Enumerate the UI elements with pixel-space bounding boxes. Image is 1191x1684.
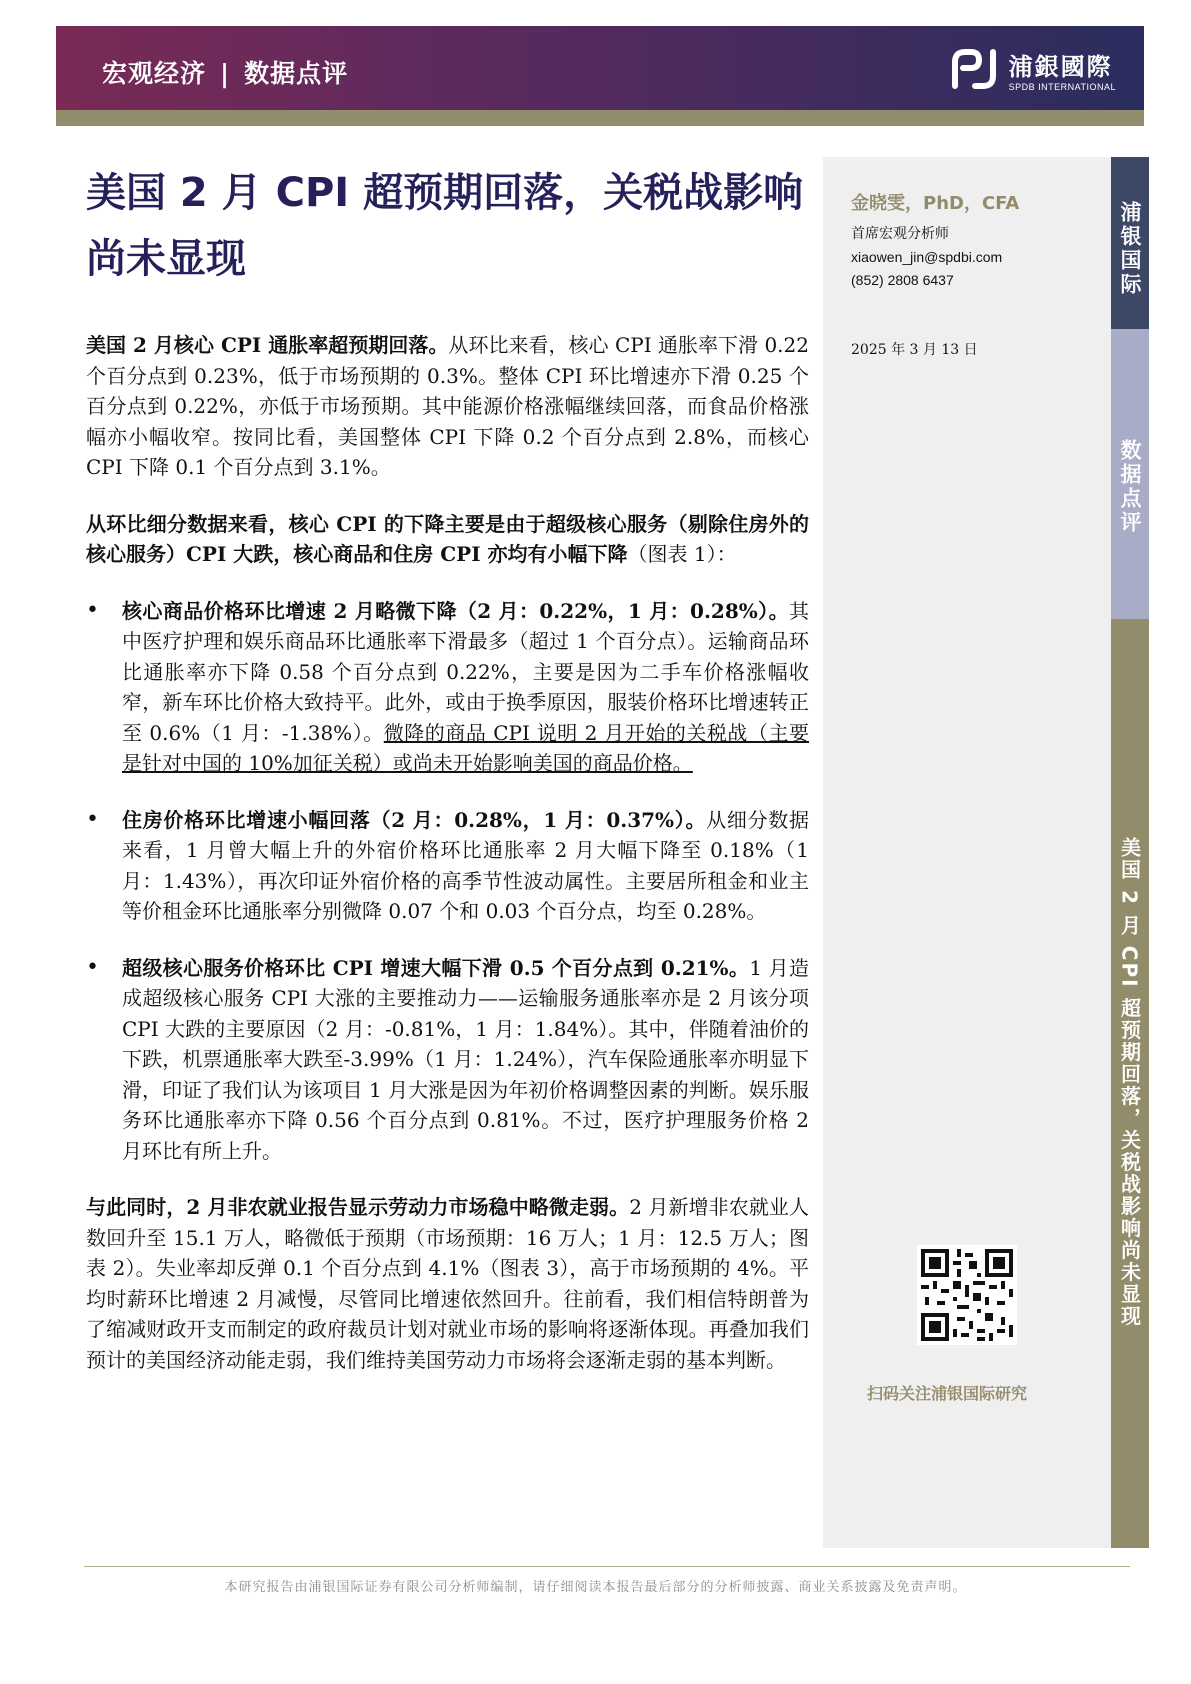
tab-label: 数据点评 [1118,439,1142,535]
bullet-list [86,596,809,1167]
paragraph-lead: 美国 2 月核心 CPI 通胀率超预期回落。 [86,333,449,357]
qr-code-icon[interactable] [917,1245,1017,1345]
tab-report-title [1111,619,1149,1548]
report-body [86,330,809,1375]
paragraph-text: 从环比来看，核心 CPI 通胀率下滑 0.22 个百分点到 0.23%，低于市场预期的 0.3%。整体 CPI 环比增速亦下滑 0.25 个百分点到 0.22%，亦低于市场预期。其中能源价格涨幅继续回落，而食品价格涨幅亦小幅收窄。按同比看，美国整体 CPI 下降 0.2 个百分点到 2.8%，而核心 CPI 下降 0.1 个百分点到 3.1%。 [86,333,809,479]
paragraph-text: 2 月新增非农就业人数回升至 15.1 万人，略微低于预期（市场预期：16 万人；1 月：12.5 万人；图表 2）。失业率却反弹 0.1 个百分点到 4.1%（图表 3），高于市场预期的 4%。平均时薪环比增速 2 月减慢，尽管同比增速依然回升。往前看，我们相信特朗普为了缩减财政开支而制定的政府裁员计划对就业市场的影响将逐渐体现。再叠加我们预计的美国经济动能走弱，我们维持美国劳动力市场将会逐渐走弱的基本判断。 [86,1195,809,1372]
bullet-text: 1 月造成超级核心服务 CPI 大涨的主要推动力——运输服务通胀率亦是 2 月该分项 CPI 大跌的主要原因（2 月：-0.81%，1 月：1.84%）。其中，伴随着油价的下跌，机票通胀率大跌至-3.99%（1 月：1.24%），汽车保险通胀率亦明显下滑，印证了我们认为该项目 1 月大涨是因为年初价格调整因素的判断。娱乐服务环比通胀率亦下降 0.56 个百分点到 0.81%。不过，医疗护理服务价格 2 月环比有所上升。 [122,955,809,1163]
report-date: 2025 年 3 月 13 日 [851,342,978,358]
header-separator: | [220,59,231,88]
list-item [86,953,809,1167]
bullet-underlined-text: 微降的商品 CPI 说明 2 月开始的关税战（主要是针对中国的 10%加征关税）或尚未开始影响美国的商品价格。 [122,720,809,775]
qr-caption: 扫码关注浦银国际研究 [867,1384,1028,1403]
bullet-text: 其中医疗护理和娱乐商品环比通胀率下滑最多（超过 1 个百分点）。运输商品环比通胀率亦下降 0.58 个百分点到 0.22%，主要是因为二手车价格涨幅收窄，新车环比价格大致持平。此外，或由于换季原因，服装价格环比增速转正至 0.6%（1 月：-1.38%）。 [122,598,809,745]
paragraph-text: （图表 1）： [627,542,737,566]
header-accent-strip [56,110,1144,126]
brand-logo [945,46,1116,92]
header-banner [56,26,1144,110]
logo-chinese: 浦銀國際 [1008,52,1113,81]
author-email[interactable]: xiaowen_jin@spdbi.com [851,249,1003,265]
list-item [86,596,809,779]
author-block [851,189,1019,292]
author-name: 金晓雯，PhD，CFA [851,193,1020,214]
tab-label: 美国 2 月 CPI 超预期回落，关税战影响尚未显现 [1117,837,1142,1328]
bullet-lead: 超级核心服务价格环比 CPI 增速大幅下滑 0.5 个百分点到 0.21%。 [122,955,750,980]
subcategory-label: 数据点评 [244,59,349,88]
bullet-lead: 住房价格环比增速小幅回落（2 月：0.28%，1 月：0.37%）。 [122,807,707,832]
side-tabs [1111,157,1149,1548]
author-role: 首席宏观分析师 [851,226,949,242]
paragraph-labor [86,1192,809,1375]
bullet-text: 从细分数据来看，1 月曾大幅上升的外宿价格环比通胀率 2 月大幅下降至 0.18%（1 月：1.43%），再次印证外宿价格的高季节性波动属性。主要居所租金和业主等价租金环比通胀率分别微降 0.07 个和 0.03 个百分点，均至 0.28%。 [122,807,810,923]
list-item [86,805,809,927]
paragraph-core-cpi [86,330,809,483]
page-title: 美国 2 月 CPI 超预期回落，关税战影响尚未显现 [86,170,804,282]
paragraph-lead: 与此同时，2 月非农就业报告显示劳动力市场稳中略微走弱。 [86,1195,630,1219]
sidebar [823,157,1111,1548]
paragraph-lead: 从环比细分数据来看，核心 CPI 的下降主要是由于超级核心服务（剔除住房外的核心服务）CPI 大跌，核心商品和住房 CPI 亦均有小幅下降 [86,511,809,566]
tab-report-type [1111,329,1149,619]
logo-mark-icon [945,46,1001,92]
tab-label: 浦银国际 [1118,201,1142,297]
paragraph-breakdown [86,509,809,570]
footer-divider [84,1566,1130,1567]
footer-disclaimer: 本研究报告由浦银国际证券有限公司分析师编制，请仔细阅读本报告最后部分的分析师披露、商业关系披露及免责声明。 [224,1580,967,1595]
author-phone: (852) 2808 6437 [851,272,954,288]
tab-brand [1111,157,1149,329]
logo-english: SPDB INTERNATIONAL [1008,81,1116,92]
category-label: 宏观经济 [102,59,207,88]
bullet-lead: 核心商品价格环比增速 2 月略微下降（2 月：0.22%，1 月：0.28%）。 [122,598,789,623]
header-category [102,54,348,90]
